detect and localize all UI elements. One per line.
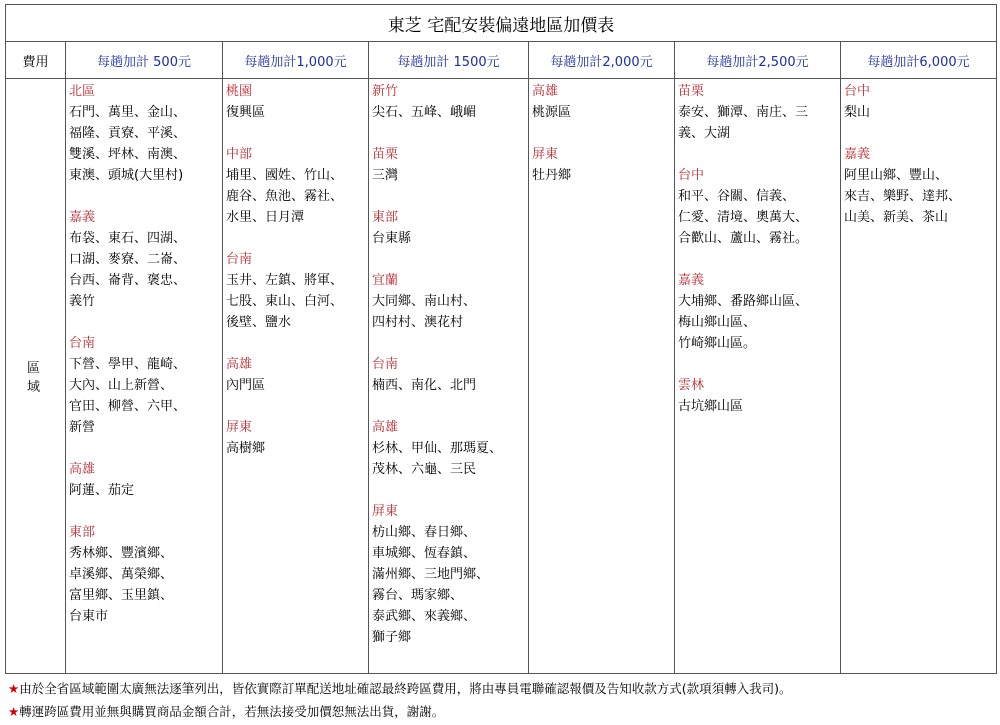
region-group-name: 台南: [372, 357, 399, 372]
region-line: 卓溪鄉、萬榮鄉、: [69, 567, 174, 582]
region-line: 泰武鄉、來義鄉、: [372, 609, 477, 624]
region-line: 後壁、鹽水: [226, 315, 292, 330]
region-line: 來吉、樂野、達邦、: [844, 189, 962, 204]
region-group-name: 台南: [226, 252, 253, 267]
region-group: [372, 417, 528, 480]
note: [8, 700, 993, 723]
region-group-name: 台中: [678, 168, 705, 183]
region-group-name: 宜蘭: [372, 273, 399, 288]
surcharge-table: [5, 4, 997, 674]
region-line: 車城鄉、恆春鎮、: [372, 546, 477, 561]
region-group: [69, 81, 222, 186]
region-group-name: 苗栗: [372, 147, 399, 162]
region-line: 古坑鄉山區: [678, 399, 744, 414]
region-group: [372, 270, 528, 333]
region-group: [372, 81, 528, 123]
region-group-name: 高雄: [372, 420, 399, 435]
region-group: [226, 249, 368, 333]
region-line: 鹿谷、魚池、霧社、: [226, 189, 344, 204]
region-group-name: 東部: [372, 210, 399, 225]
region-group: [69, 207, 222, 312]
region-column: [841, 79, 997, 674]
column-header: 每趟加計 500元: [66, 42, 223, 79]
fee-header: 費用: [6, 42, 66, 79]
region-group-name: 桃園: [226, 84, 253, 99]
region-row: [6, 79, 997, 674]
region-line: 台東市: [69, 609, 109, 624]
region-line: 布袋、東石、四湖、: [69, 231, 187, 246]
region-group: [532, 81, 674, 123]
region-label: 區 域: [6, 79, 66, 674]
header-row: [6, 42, 997, 79]
region-line: 福隆、貢寮、平溪、: [69, 126, 187, 141]
region-group-name: 東部: [69, 525, 96, 540]
region-line: 楠西、南化、北門: [372, 378, 477, 393]
region-group: [678, 270, 840, 354]
region-line: 官田、柳營、六甲、: [69, 399, 187, 414]
region-column: [369, 79, 529, 674]
region-group: [844, 144, 996, 228]
region-group: [226, 144, 368, 228]
region-line: 台西、崙背、褒忠、: [69, 273, 187, 288]
region-line: 梅山鄉山區、: [678, 315, 757, 330]
region-group: [678, 81, 840, 144]
region-line: 富里鄉、玉里鎮、: [69, 588, 174, 603]
region-group-name: 嘉義: [678, 273, 705, 288]
region-group: [844, 81, 996, 123]
region-group-name: 雲林: [678, 378, 705, 393]
region-group-name: 高雄: [532, 84, 559, 99]
star-icon: ★: [8, 704, 20, 719]
region-line: 大內、山上新營、: [69, 378, 174, 393]
table-title: 東芝 宅配安裝偏遠地區加價表: [6, 5, 997, 42]
region-line: 新營: [69, 420, 96, 435]
region-line: 下營、學甲、龍崎、: [69, 357, 187, 372]
region-line: 雙溪、坪林、南澳、: [69, 147, 187, 162]
region-line: 尖石、五峰、峨嵋: [372, 105, 477, 120]
region-line: 玉井、左鎮、將軍、: [226, 273, 344, 288]
column-header: 每趟加計2,000元: [529, 42, 675, 79]
region-column: [675, 79, 841, 674]
region-group-name: 台中: [844, 84, 871, 99]
region-line: 東澳、頭城(大里村): [69, 168, 184, 183]
region-line: 秀林鄉、豐濱鄉、: [69, 546, 174, 561]
region-line: 四村村、澳花村: [372, 315, 464, 330]
region-group-name: 高雄: [226, 357, 253, 372]
region-line: 義竹: [69, 294, 96, 309]
region-line: 高樹鄉: [226, 441, 266, 456]
region-line: 內門區: [226, 378, 266, 393]
region-group: [372, 207, 528, 249]
region-line: 梨山: [844, 105, 871, 120]
note: [8, 677, 993, 700]
region-group-name: 中部: [226, 147, 253, 162]
region-line: 茂林、六龜、三民: [372, 462, 477, 477]
region-line: 霧台、瑪家鄉、: [372, 588, 464, 603]
region-line: 枋山鄉、春日鄉、: [372, 525, 477, 540]
notes: [8, 677, 993, 723]
note-text: 轉運跨區費用並無與購買商品金額合計，若無法接受加價恕無法出貨，謝謝。: [19, 704, 445, 719]
star-icon: ★: [8, 681, 20, 696]
region-group: [372, 501, 528, 648]
region-group: [226, 417, 368, 459]
region-line: 牡丹鄉: [532, 168, 572, 183]
region-group: [226, 81, 368, 123]
region-group-name: 嘉義: [844, 147, 871, 162]
region-group: [69, 459, 222, 501]
region-line: 大同鄉、南山村、: [372, 294, 477, 309]
region-line: 大埔鄉、番路鄉山區、: [678, 294, 809, 309]
region-group: [69, 522, 222, 627]
region-line: 口湖、麥寮、二崙、: [69, 252, 187, 267]
region-line: 桃源區: [532, 105, 572, 120]
column-header: 每趟加計6,000元: [841, 42, 997, 79]
region-line: 和平、谷關、信義、: [678, 189, 796, 204]
region-line: 仁愛、清境、奧萬大、: [678, 210, 809, 225]
region-line: 七股、東山、白河、: [226, 294, 344, 309]
region-group-name: 屏東: [372, 504, 399, 519]
region-line: 石門、萬里、金山、: [69, 105, 187, 120]
region-group-name: 新竹: [372, 84, 399, 99]
region-group: [678, 165, 840, 249]
region-line: 阿蓮、茄定: [69, 483, 135, 498]
region-line: 阿里山鄉、豐山、: [844, 168, 949, 183]
region-line: 杉林、甲仙、那瑪夏、: [372, 441, 503, 456]
region-group: [372, 144, 528, 186]
region-group-name: 苗栗: [678, 84, 705, 99]
region-group-name: 屏東: [532, 147, 559, 162]
region-line: 竹崎鄉山區。: [678, 336, 757, 351]
column-header: 每趟加計 1500元: [369, 42, 529, 79]
region-line: 台東縣: [372, 231, 412, 246]
region-group-name: 高雄: [69, 462, 96, 477]
region-group: [532, 144, 674, 186]
region-line: 山美、新美、茶山: [844, 210, 949, 225]
region-line: 復興區: [226, 105, 266, 120]
region-line: 合歡山、蘆山、霧社。: [678, 231, 809, 246]
region-group: [69, 333, 222, 438]
region-line: 滿州鄉、三地門鄉、: [372, 567, 490, 582]
note-text: 由於全省區域範圍太廣無法逐筆列出，皆依實際訂單配送地址確認最終跨區費用，將由專員電聯確認報價及告知收款方式(款項須轉入我司)。: [19, 681, 792, 696]
region-column: [529, 79, 675, 674]
region-group-name: 北區: [69, 84, 96, 99]
region-line: 水里、日月潭: [226, 210, 305, 225]
region-line: 義、大湖: [678, 126, 731, 141]
region-group: [372, 354, 528, 396]
region-line: 泰安、獅潭、南庄、三: [678, 105, 809, 120]
region-group: [678, 375, 840, 417]
column-header: 每趟加計1,000元: [223, 42, 369, 79]
column-header: 每趟加計2,500元: [675, 42, 841, 79]
region-line: 三灣: [372, 168, 399, 183]
region-group-name: 嘉義: [69, 210, 96, 225]
region-group: [226, 354, 368, 396]
region-column: [223, 79, 369, 674]
region-group-name: 屏東: [226, 420, 253, 435]
region-line: 獅子鄉: [372, 630, 412, 645]
region-group-name: 台南: [69, 336, 96, 351]
region-line: 埔里、國姓、竹山、: [226, 168, 344, 183]
region-column: [66, 79, 223, 674]
